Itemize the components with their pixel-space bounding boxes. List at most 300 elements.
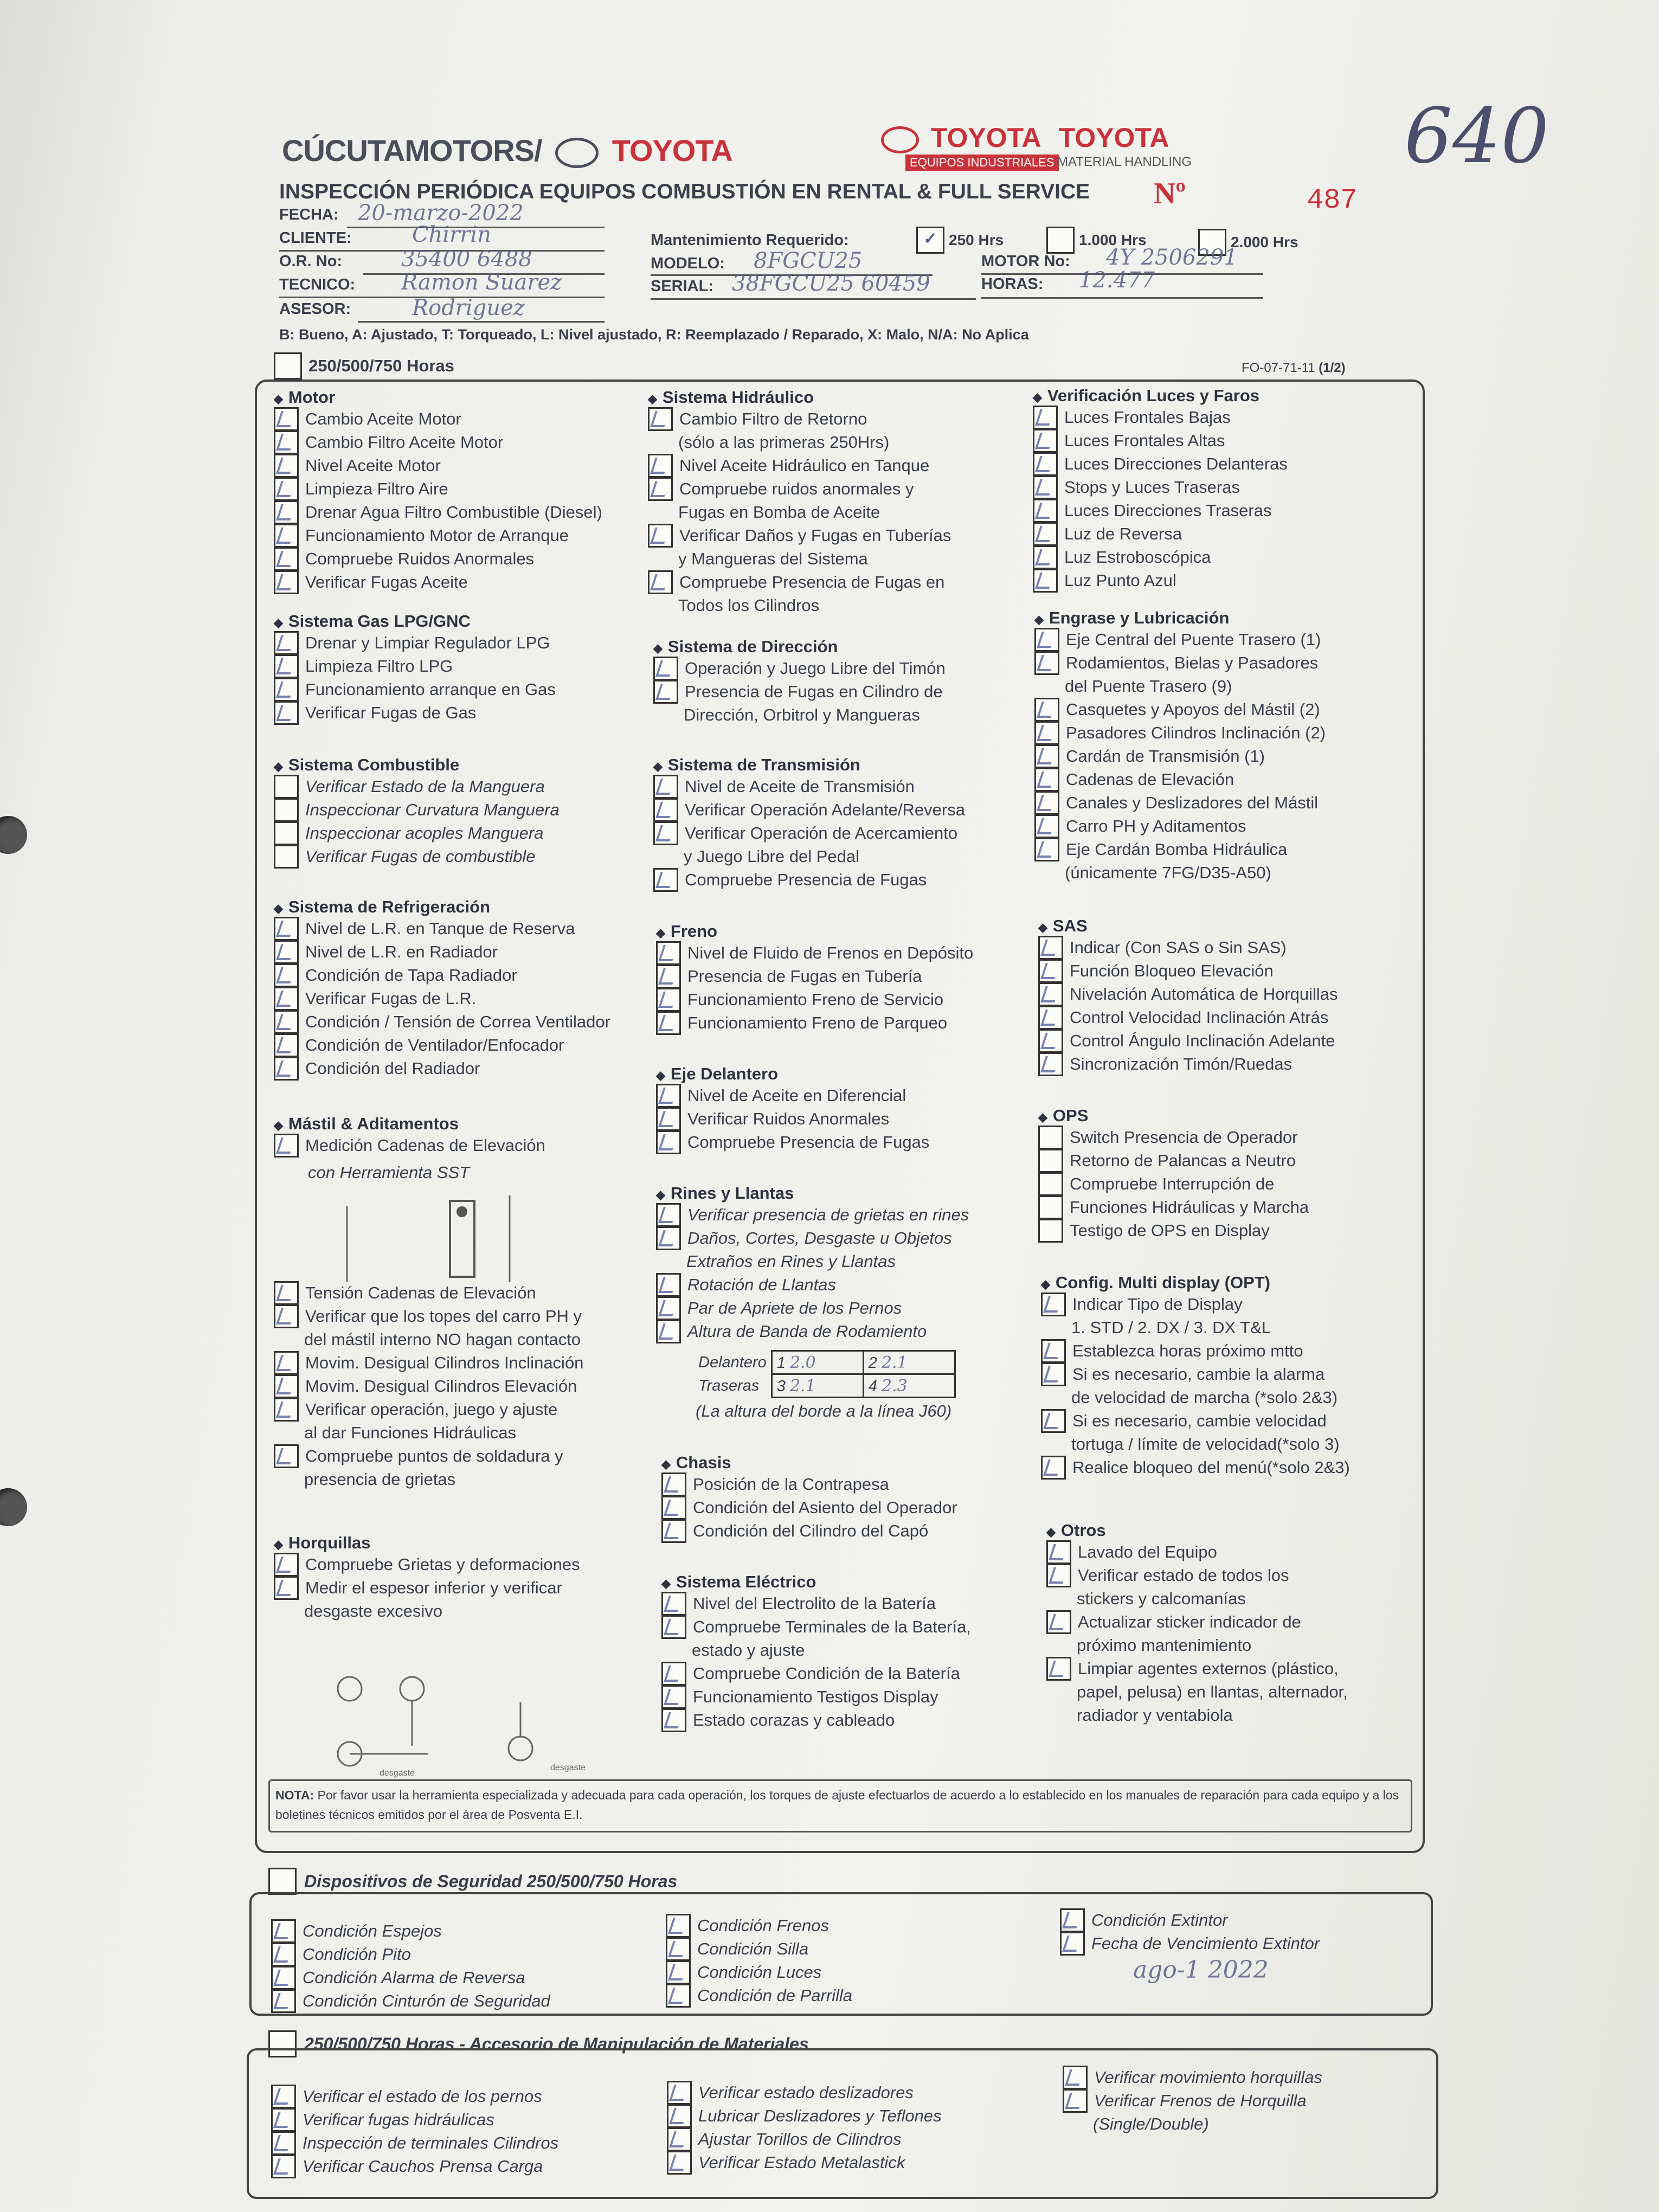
section-mastil (274, 1114, 545, 1157)
checklist-item[interactable] (656, 1130, 929, 1154)
checklist-item[interactable] (274, 798, 560, 821)
checklist-item[interactable] (1033, 545, 1288, 569)
item-label: del Puente Trasero (9) (1065, 676, 1232, 696)
item-checkbox[interactable] (1038, 959, 1063, 983)
checklist-item[interactable] (661, 1592, 971, 1615)
checklist-item-continuation (648, 547, 951, 570)
checklist-item[interactable] (274, 917, 610, 940)
item-checkbox[interactable] (274, 940, 299, 964)
checklist-item[interactable] (1038, 1029, 1338, 1052)
checklist-item[interactable] (1034, 838, 1326, 861)
checklist-item[interactable] (656, 1107, 929, 1130)
item-checkbox[interactable] (1033, 499, 1058, 523)
checklist-item[interactable] (274, 1057, 610, 1080)
accesorio-col2 (667, 2081, 942, 2174)
checklist-item[interactable] (1046, 1610, 1348, 1634)
item-checkbox[interactable] (274, 1281, 299, 1305)
checklist-item[interactable] (653, 821, 965, 845)
checklist-item[interactable] (656, 988, 973, 1011)
checklist-item[interactable] (1038, 982, 1338, 1006)
table-cell[interactable] (863, 1351, 955, 1374)
or-field[interactable]: 35400 6488 (401, 247, 532, 272)
item-checkbox[interactable] (656, 1273, 681, 1297)
section-ops (1038, 1106, 1309, 1242)
checklist-item[interactable] (653, 868, 965, 891)
item-checkbox[interactable] (661, 1708, 686, 1732)
item-checkbox[interactable] (271, 2131, 296, 2155)
item-checkbox[interactable] (648, 524, 673, 548)
item-checkbox[interactable] (1034, 768, 1059, 792)
checklist-item[interactable] (648, 454, 951, 477)
extintor-date-field[interactable]: ago-1 2022 (1133, 1956, 1269, 1984)
item-checkbox[interactable] (1033, 475, 1058, 499)
checklist-item[interactable] (1033, 429, 1288, 452)
checklist-item[interactable] (667, 2151, 942, 2174)
checklist-item[interactable] (1041, 1456, 1350, 1479)
checklist-item[interactable] (274, 678, 556, 701)
item-label: Condición Luces (697, 1962, 822, 1982)
checklist-item[interactable] (648, 570, 951, 594)
item-checkbox[interactable] (648, 570, 673, 594)
checklist-item[interactable] (274, 407, 602, 430)
checklist-item[interactable] (1038, 936, 1338, 959)
checklist-item[interactable] (274, 987, 610, 1010)
checklist-item[interactable] (271, 2085, 558, 2108)
item-checkbox[interactable] (1046, 1657, 1071, 1681)
item-checkbox[interactable] (274, 845, 299, 869)
item-checkbox[interactable] (1038, 1029, 1063, 1053)
tecnico-field[interactable]: Ramon Suarez (401, 270, 562, 295)
checklist-item[interactable] (1038, 1149, 1309, 1172)
checklist-item[interactable] (666, 1960, 852, 1984)
item-checkbox[interactable] (271, 1943, 296, 1966)
checklist-item[interactable] (271, 1989, 550, 2012)
item-checkbox[interactable] (271, 1966, 296, 1990)
item-checkbox[interactable] (271, 2108, 296, 2132)
item-checkbox[interactable] (274, 1398, 299, 1422)
checklist-item[interactable] (1060, 1908, 1320, 1932)
seguridad-checkbox[interactable] (268, 1868, 297, 1895)
item-checkbox[interactable] (1038, 1052, 1063, 1076)
checklist-item[interactable] (1038, 1126, 1309, 1149)
item-checkbox[interactable] (274, 775, 299, 799)
checklist-item[interactable] (1034, 768, 1326, 791)
checklist-item[interactable] (274, 963, 610, 987)
item-checkbox[interactable] (661, 1685, 686, 1709)
checklist-item[interactable] (661, 1708, 971, 1732)
checklist-item[interactable] (274, 701, 556, 724)
checklist-item[interactable] (274, 631, 556, 654)
asesor-field[interactable]: Rodriguez (412, 295, 525, 320)
accesorio-col1 (271, 2085, 558, 2178)
item-checkbox[interactable] (274, 631, 299, 655)
table-cell[interactable] (771, 1374, 863, 1398)
checklist-item[interactable] (1034, 628, 1326, 651)
checklist-item-continuation (1041, 1432, 1350, 1456)
checklist-item[interactable] (661, 1519, 957, 1542)
item-checkbox[interactable] (661, 1662, 686, 1686)
item-checkbox[interactable] (1038, 982, 1063, 1006)
item-checkbox[interactable] (667, 2104, 692, 2128)
item-checkbox[interactable] (271, 2155, 296, 2178)
item-checkbox[interactable] (1033, 452, 1058, 476)
item-label: Luz Punto Azul (1064, 570, 1176, 590)
checklist-item[interactable] (1041, 1339, 1350, 1362)
item-checkbox[interactable] (666, 1914, 691, 1938)
item-label: Función Bloqueo Elevación (1070, 961, 1274, 980)
checklist-item[interactable] (1041, 1293, 1350, 1316)
checklist-item[interactable] (656, 964, 973, 988)
item-checkbox[interactable] (274, 500, 299, 524)
item-checkbox[interactable] (274, 547, 299, 571)
item-checkbox[interactable] (274, 701, 299, 725)
item-checkbox[interactable] (271, 2085, 296, 2108)
checklist-item[interactable] (274, 940, 610, 963)
item-checkbox[interactable] (667, 2081, 692, 2105)
item-label: Presencia de Fugas en Tubería (687, 966, 922, 986)
item-checkbox[interactable] (274, 570, 299, 594)
section-title: ◆ Verificación Luces y Faros (1033, 386, 1288, 406)
checklist-item[interactable] (274, 1576, 580, 1599)
horas-label: HORAS: (981, 275, 1044, 293)
item-checkbox[interactable] (661, 1615, 686, 1639)
item-checkbox[interactable] (656, 1203, 681, 1227)
item-label: Sincronización Timón/Ruedas (1070, 1054, 1293, 1073)
checklist-item[interactable] (1046, 1564, 1348, 1587)
item-checkbox[interactable] (1033, 406, 1058, 429)
checklist-item[interactable] (1038, 1052, 1338, 1076)
checklist-item[interactable] (648, 477, 951, 500)
item-checkbox[interactable] (666, 1984, 691, 2008)
checklist-item[interactable] (274, 430, 602, 454)
item-checkbox[interactable] (661, 1519, 686, 1543)
item-checkbox[interactable] (1041, 1456, 1066, 1480)
checklist-item[interactable] (656, 1273, 969, 1296)
checklist-item[interactable] (274, 547, 602, 570)
item-checkbox[interactable] (1046, 1564, 1071, 1587)
item-checkbox[interactable] (1060, 1932, 1085, 1956)
checklist-item[interactable] (274, 1374, 583, 1398)
item-checkbox[interactable] (1041, 1293, 1066, 1316)
item-checkbox[interactable] (648, 407, 673, 431)
item-checkbox[interactable] (1038, 1195, 1063, 1219)
item-checkbox[interactable] (1038, 1172, 1063, 1196)
checklist-item[interactable] (274, 477, 602, 500)
item-label: Verificar Cauchos Prensa Carga (303, 2156, 543, 2176)
item-checkbox[interactable] (274, 917, 299, 941)
item-checkbox[interactable] (1034, 744, 1059, 768)
item-checkbox[interactable] (1034, 838, 1059, 861)
checklist-item[interactable] (1038, 959, 1338, 982)
item-checkbox[interactable] (648, 454, 673, 478)
item-checkbox[interactable] (666, 1960, 691, 1984)
item-checkbox[interactable] (648, 477, 673, 501)
item-checkbox[interactable] (667, 2127, 692, 2151)
item-checkbox[interactable] (656, 1011, 681, 1035)
item-checkbox[interactable] (274, 798, 299, 822)
checklist-item[interactable] (661, 1662, 971, 1685)
section-hidraulico (648, 388, 951, 617)
brand-right-2: TOYOTA (1058, 123, 1169, 153)
item-checkbox[interactable] (1046, 1540, 1071, 1564)
checklist-item[interactable] (648, 524, 951, 547)
item-checkbox[interactable] (1060, 1908, 1085, 1932)
hours-checkbox-row[interactable] (274, 352, 454, 380)
cliente-field[interactable]: Chirrin (412, 222, 491, 247)
item-checkbox[interactable] (274, 987, 299, 1011)
checklist-item[interactable] (653, 775, 965, 798)
item-checkbox[interactable] (274, 1351, 299, 1375)
checklist-item[interactable] (1034, 698, 1326, 721)
item-checkbox[interactable] (274, 1033, 299, 1057)
checklist-item[interactable] (666, 1937, 852, 1960)
item-checkbox[interactable] (274, 407, 299, 431)
checklist-item[interactable] (656, 1296, 969, 1320)
checklist-item[interactable] (1033, 499, 1288, 522)
item-checkbox[interactable] (274, 1134, 299, 1158)
item-checkbox[interactable] (1033, 569, 1058, 593)
fecha-field[interactable]: 20-marzo-2022 (358, 201, 524, 226)
item-checkbox[interactable] (1033, 522, 1058, 546)
checklist-item[interactable] (1038, 1172, 1309, 1195)
checklist-item[interactable] (1041, 1362, 1350, 1386)
item-checkbox[interactable] (1038, 1149, 1063, 1173)
item-checkbox[interactable] (274, 1010, 299, 1034)
checklist-item[interactable] (667, 2127, 942, 2151)
item-label: Verificar Daños y Fugas en Tuberías (679, 525, 951, 545)
item-label: 1. STD / 2. DX / 3. DX T&L (1071, 1317, 1271, 1337)
checklist-item[interactable] (274, 1351, 583, 1374)
item-checkbox[interactable] (274, 454, 299, 478)
section-title: ◆ SAS (1038, 916, 1338, 936)
table-cell[interactable] (771, 1351, 863, 1374)
item-label: Condición del Asiento del Operador (693, 1497, 957, 1517)
checklist-item[interactable] (1041, 1409, 1350, 1432)
checklist-item[interactable] (271, 1943, 550, 1966)
item-checkbox[interactable] (1063, 2089, 1088, 2113)
item-checkbox[interactable] (1038, 936, 1063, 960)
item-checkbox[interactable] (653, 821, 678, 845)
checklist-item[interactable] (1046, 1540, 1348, 1564)
item-checkbox[interactable] (653, 657, 678, 680)
item-checkbox[interactable] (274, 477, 299, 501)
item-checkbox[interactable] (1038, 1219, 1063, 1243)
checklist-item[interactable] (274, 524, 602, 547)
seguridad-header[interactable] (268, 1868, 677, 1895)
item-label: Control Velocidad Inclinación Atrás (1070, 1007, 1329, 1027)
checklist-item[interactable] (271, 2155, 558, 2178)
checklist-item[interactable] (667, 2104, 942, 2127)
item-checkbox[interactable] (274, 1304, 299, 1328)
checklist-item[interactable] (1033, 475, 1288, 499)
checklist-item[interactable] (1034, 814, 1326, 838)
item-checkbox[interactable] (653, 798, 678, 822)
item-checkbox[interactable] (1034, 698, 1059, 722)
item-checkbox[interactable] (271, 1989, 296, 2013)
checklist-item[interactable] (653, 657, 946, 680)
checklist-item[interactable] (1060, 1932, 1320, 1955)
checklist-item[interactable] (271, 2108, 558, 2131)
checklist-item[interactable] (661, 1615, 971, 1638)
section-otros (1046, 1521, 1348, 1727)
item-checkbox[interactable] (661, 1472, 686, 1496)
item-label: Cadenas de Elevación (1066, 769, 1234, 789)
checklist-item[interactable] (661, 1685, 971, 1708)
checklist-item[interactable] (274, 1553, 580, 1576)
checklist-item[interactable] (656, 1320, 969, 1343)
horas-field[interactable]: 12.477 (1079, 268, 1155, 293)
section-eje (656, 1064, 929, 1154)
modelo-field[interactable]: 8FGCU25 (754, 248, 863, 273)
item-checkbox[interactable] (656, 1226, 681, 1250)
item-checkbox[interactable] (667, 2151, 692, 2175)
brand-right-1: TOYOTA (930, 123, 1040, 153)
item-checkbox[interactable] (274, 654, 299, 678)
option-250-checkbox[interactable]: ✓ (916, 227, 944, 254)
serial-field[interactable]: 38FGCU25 60459 (732, 271, 930, 296)
checklist-item[interactable] (666, 1984, 852, 2007)
checklist-item[interactable] (666, 1914, 852, 1937)
checklist-item[interactable] (656, 1084, 929, 1107)
option-1000-checkbox[interactable] (1046, 227, 1075, 254)
checklist-item[interactable] (274, 570, 602, 594)
checklist-item[interactable] (1033, 522, 1288, 545)
checklist-item[interactable] (1063, 2066, 1322, 2089)
item-checkbox[interactable] (656, 1130, 681, 1154)
item-label: Todos los Cilindros (678, 595, 820, 615)
checklist-item[interactable] (1063, 2089, 1322, 2112)
checklist-item[interactable] (1033, 406, 1288, 429)
hours-checkbox[interactable] (274, 352, 302, 380)
item-checkbox[interactable] (1063, 2066, 1088, 2089)
item-label: tortuga / límite de velocidad(*solo 3) (1071, 1434, 1340, 1454)
checklist-item[interactable] (1038, 1195, 1309, 1219)
item-checkbox[interactable] (1038, 1126, 1063, 1149)
checklist-item[interactable] (667, 2081, 942, 2104)
item-checkbox[interactable] (1038, 1006, 1063, 1030)
item-checkbox[interactable] (274, 1374, 299, 1398)
item-checkbox[interactable] (274, 1444, 299, 1468)
checklist-item[interactable] (271, 2131, 558, 2155)
section-title: ◆ Freno (656, 922, 973, 941)
item-checkbox[interactable] (661, 1496, 686, 1520)
checklist-item[interactable] (274, 775, 560, 798)
item-checkbox[interactable] (274, 1553, 299, 1577)
item-checkbox[interactable] (1041, 1362, 1066, 1386)
item-label: Canales y Deslizadores del Mástil (1066, 793, 1319, 812)
item-checkbox[interactable] (656, 1107, 681, 1131)
checklist-item[interactable] (1034, 651, 1326, 674)
item-label: Verificar Fugas Aceite (305, 572, 468, 591)
checklist-item[interactable] (271, 1966, 550, 1989)
legend: B: Bueno, A: Ajustado, T: Torqueado, L: Nivel ajustado, R: Reemplazado / Reparado, X: Malo, N/A: No Aplica (279, 326, 1029, 343)
item-checkbox[interactable] (656, 988, 681, 1012)
section-sas (1038, 916, 1338, 1076)
checklist-item[interactable] (656, 941, 973, 964)
item-label: Compruebe puntos de soldadura y (305, 1446, 563, 1465)
item-checkbox[interactable] (274, 963, 299, 987)
item-checkbox[interactable] (274, 678, 299, 702)
checklist-item[interactable] (653, 680, 946, 703)
item-checkbox[interactable] (1041, 1339, 1066, 1363)
item-checkbox[interactable] (274, 1057, 299, 1081)
item-checkbox[interactable] (1046, 1610, 1071, 1634)
item-checkbox[interactable] (1034, 628, 1059, 652)
checklist-item[interactable] (274, 1010, 610, 1033)
checklist-item[interactable] (661, 1472, 957, 1496)
checklist-item[interactable] (656, 1203, 969, 1226)
item-checkbox[interactable] (1034, 814, 1059, 838)
item-checkbox[interactable] (1034, 791, 1059, 815)
motor-field[interactable]: 4Y 2506291 (1106, 245, 1238, 270)
item-checkbox[interactable] (653, 680, 678, 704)
checklist-item[interactable] (1034, 721, 1326, 744)
checklist-item[interactable] (274, 654, 556, 678)
item-checkbox[interactable] (656, 941, 681, 965)
item-checkbox[interactable] (271, 1919, 296, 1943)
item-checkbox[interactable] (274, 821, 299, 845)
toyota-emblem-icon (555, 138, 599, 168)
checklist-item[interactable] (661, 1496, 957, 1519)
checklist-item[interactable] (1046, 1657, 1348, 1680)
checklist-item[interactable] (1034, 744, 1326, 768)
item-checkbox[interactable] (656, 1296, 681, 1320)
item-checkbox[interactable] (656, 1084, 681, 1108)
checklist-item[interactable] (274, 1304, 583, 1328)
item-checkbox[interactable] (274, 1576, 299, 1600)
checklist-item[interactable] (271, 1919, 550, 1943)
checklist-item[interactable] (648, 407, 951, 430)
item-checkbox[interactable] (1033, 429, 1058, 453)
checklist-item[interactable] (274, 1033, 610, 1057)
checklist-item[interactable] (656, 1011, 973, 1034)
item-checkbox[interactable] (656, 1320, 681, 1343)
item-checkbox[interactable] (666, 1937, 691, 1961)
item-label: Dirección, Orbitrol y Mangueras (684, 705, 920, 724)
checklist-item[interactable] (274, 1398, 583, 1421)
checklist-item[interactable] (653, 798, 965, 821)
item-checkbox[interactable] (1034, 651, 1059, 675)
item-checkbox[interactable] (1034, 721, 1059, 745)
checklist-item[interactable] (1033, 452, 1288, 475)
checklist-item[interactable] (1038, 1219, 1309, 1242)
option-250[interactable] (916, 227, 1004, 254)
checklist-item[interactable] (1038, 1006, 1338, 1029)
checklist-item[interactable] (1034, 791, 1326, 814)
item-label: Luz Estroboscópica (1064, 547, 1211, 567)
checklist-item[interactable] (1033, 569, 1288, 592)
checklist-item[interactable] (274, 1134, 545, 1157)
checklist-item[interactable] (656, 1226, 969, 1250)
checklist-item[interactable] (274, 1444, 583, 1468)
checklist-item[interactable] (274, 454, 602, 477)
item-checkbox[interactable] (274, 430, 299, 454)
item-checkbox[interactable] (653, 868, 678, 892)
item-checkbox[interactable] (653, 775, 678, 799)
checklist-item[interactable] (274, 821, 560, 845)
checklist-item[interactable] (274, 1281, 583, 1304)
item-checkbox[interactable] (1033, 545, 1058, 569)
item-label: Nivel Aceite Motor (305, 455, 441, 475)
item-checkbox[interactable] (274, 524, 299, 548)
checklist-item[interactable] (274, 845, 560, 868)
checklist-item[interactable] (274, 500, 602, 524)
binder-hole (0, 816, 27, 854)
item-checkbox[interactable] (661, 1592, 686, 1616)
item-checkbox[interactable] (656, 964, 681, 988)
item-checkbox[interactable] (1041, 1409, 1066, 1433)
table-cell[interactable] (863, 1374, 955, 1398)
